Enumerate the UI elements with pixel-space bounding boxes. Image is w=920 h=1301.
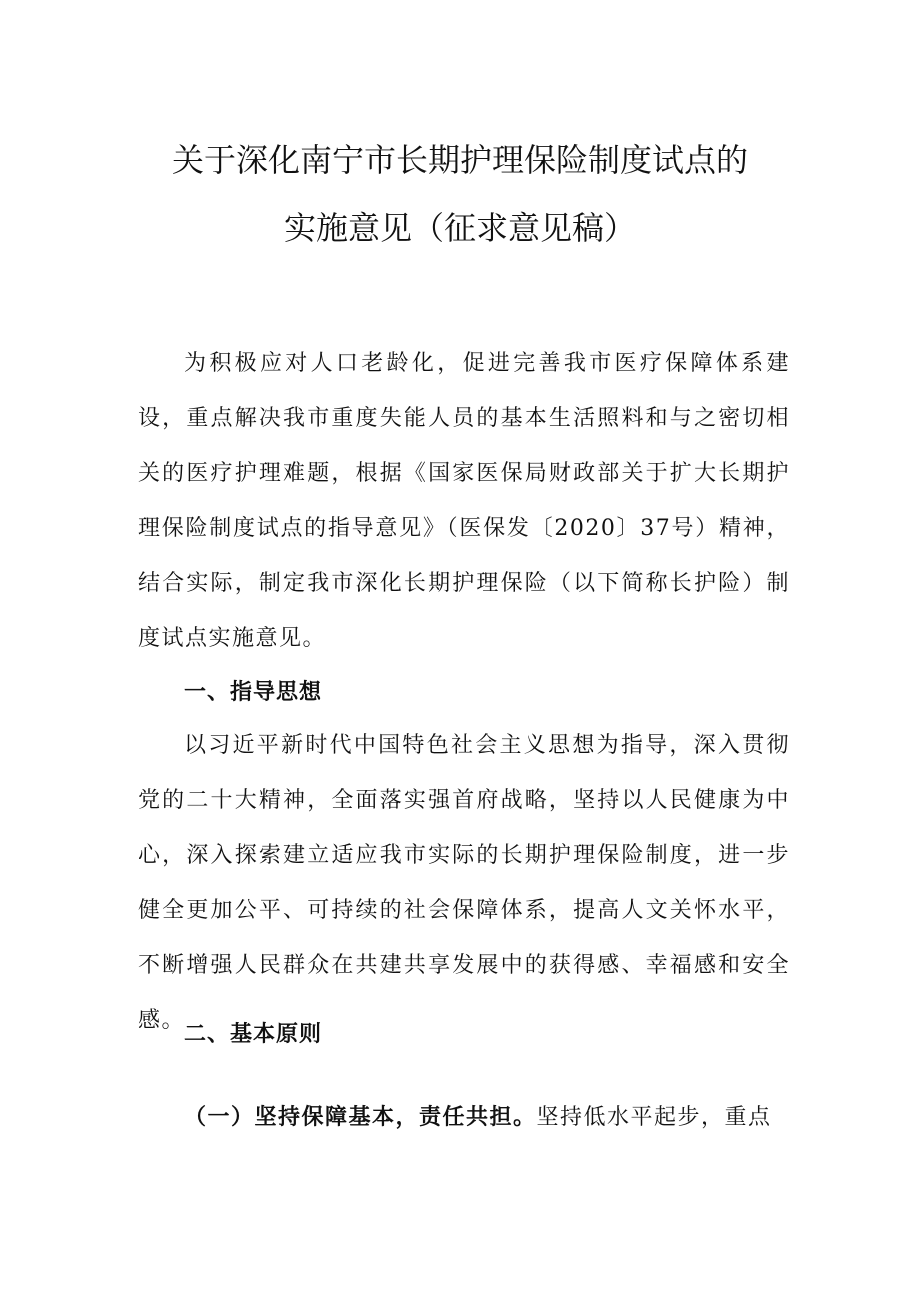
document-title-line-1: 关于深化南宁市长期护理保险制度试点的 bbox=[171, 141, 748, 179]
document-title-line-2: 实施意见（征求意见稿） bbox=[283, 209, 636, 247]
principle-1-paragraph bbox=[184, 1090, 790, 1145]
principle-1-title: （一）坚持保障基本，责任共担。 bbox=[184, 1105, 537, 1130]
guiding-ideology-paragraph: 以习近平新时代中国特色社会主义思想为指导，深入贯彻党的二十大精神，全面落实强首府战略，坚持以人民健康为中心，深入探索建立适应我市实际的长期护理保险制度，进一步健全更加公平、可持续的社会保障体系，提高人文关怀水平，不断增强人民群众在共建共享发展中的获得感、幸福感和安全感。 bbox=[138, 733, 790, 1033]
principle-1-text: 坚持低水平起步，重点 bbox=[536, 1105, 772, 1130]
section-heading-guiding-ideology: 一、指导思想 bbox=[184, 680, 323, 705]
intro-paragraph: 为积极应对人口老龄化，促进完善我市医疗保障体系建设，重点解决我市重度失能人员的基本生活照料和与之密切相关的医疗护理难题，根据《国家医保局财政部关于扩大长期护理保险制度试点的指导意见》（医保发〔2020〕37号）精神，结合实际，制定我市深化长期护理保险（以下简称长护险）制度试点实施意见。 bbox=[138, 351, 790, 651]
section-heading-basic-principles: 二、基本原则 bbox=[184, 1022, 323, 1047]
